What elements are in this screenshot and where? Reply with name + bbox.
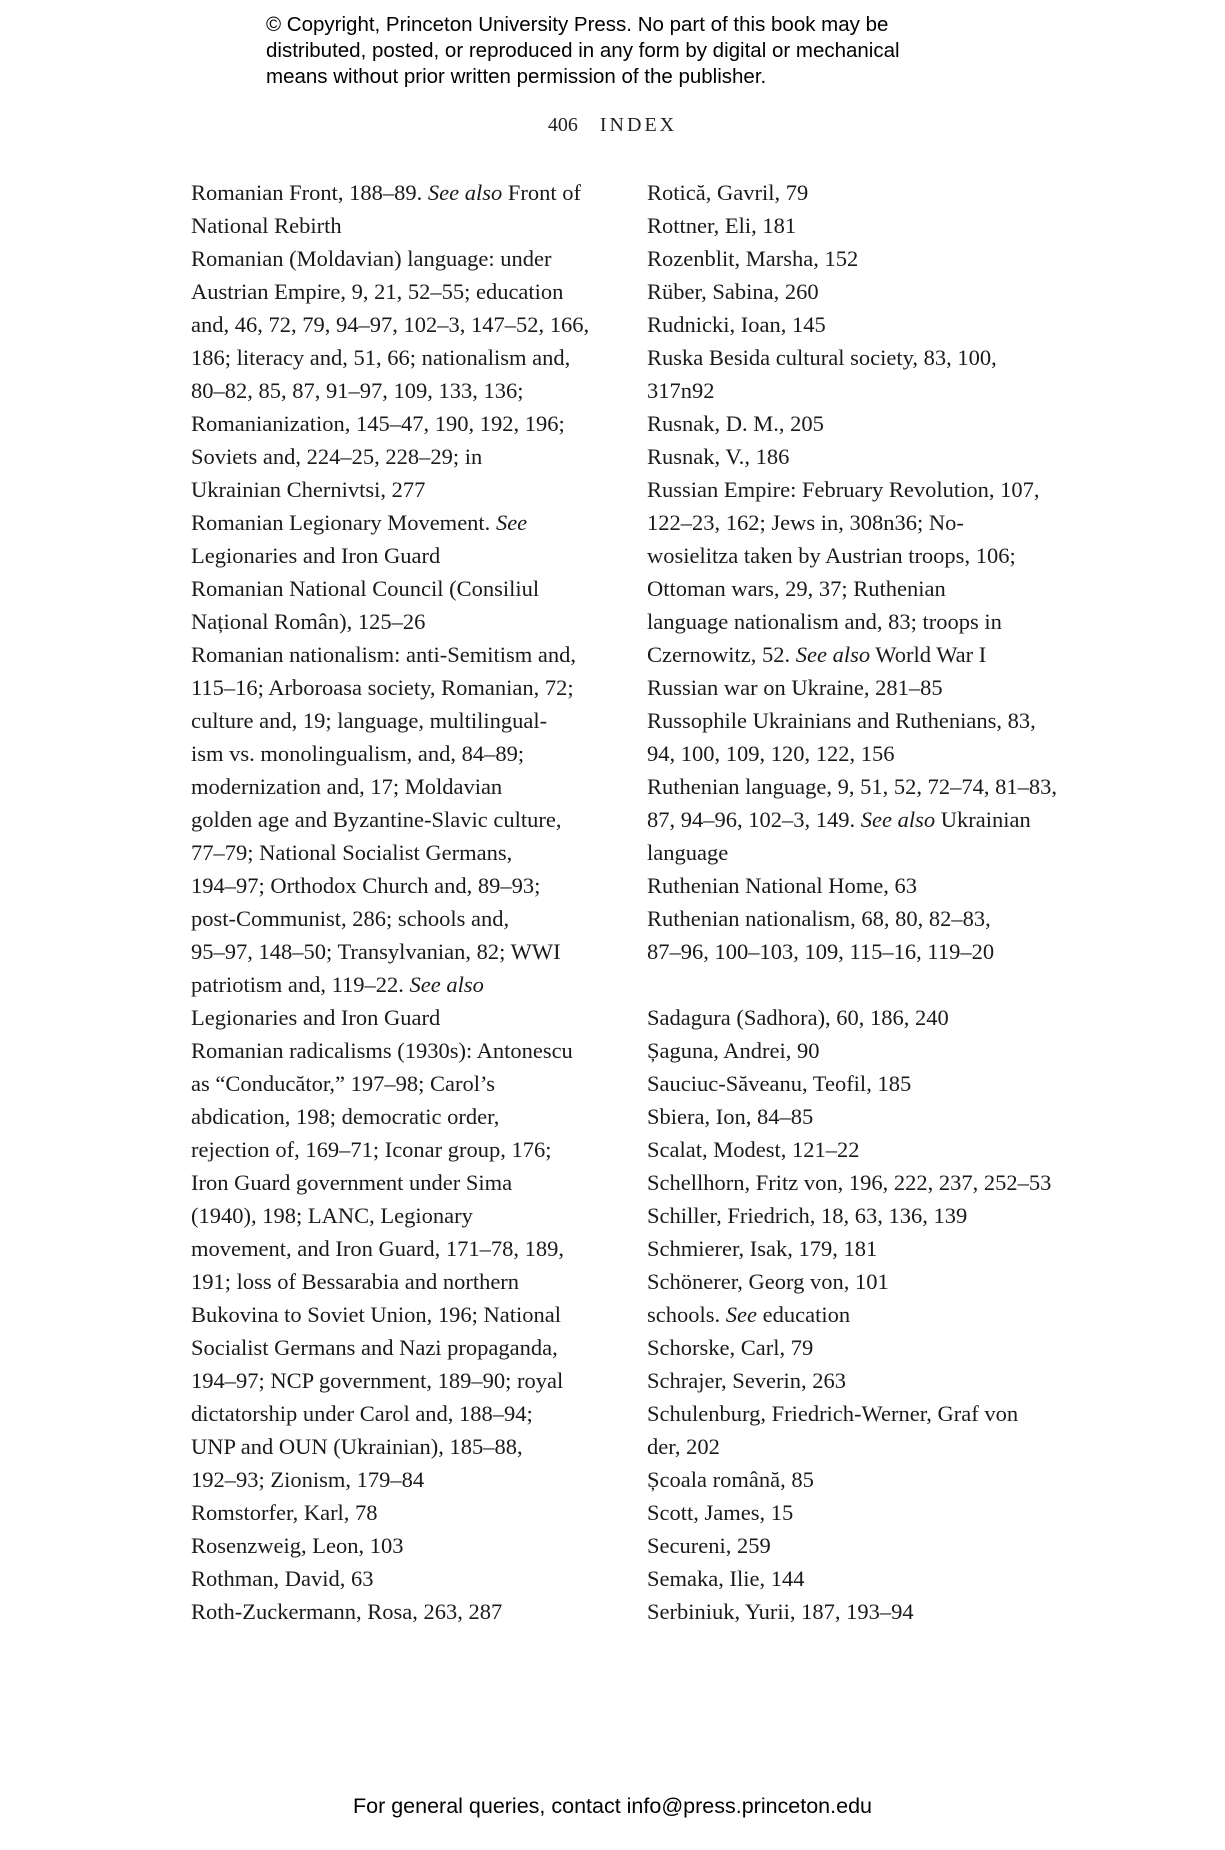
index-entry (647, 1364, 1067, 1397)
index-entry-line: language nationalism and, 83; troops in (647, 609, 1002, 634)
index-entry-line: Șaguna, Andrei, 90 (647, 1038, 820, 1063)
index-entry-line: language (647, 840, 729, 865)
index-entry (191, 242, 601, 506)
index-entry (647, 275, 1067, 308)
index-entry (647, 704, 1067, 770)
index-entry-line: Russophile Ukrainians and Ruthenians, 83, (647, 708, 1036, 733)
index-entry (191, 1562, 601, 1595)
index-entry-line: Secureni, 259 (647, 1533, 771, 1558)
index-entry-line: Ukrainian Chernivtsi, 277 (191, 477, 426, 502)
index-entry-line: Czernowitz, 52. See also World War I (647, 642, 987, 667)
index-entry-line: 192–93; Zionism, 179–84 (191, 1467, 425, 1492)
index-entry-line: Romanianization, 145–47, 190, 192, 196; (191, 411, 565, 436)
index-entry (647, 1529, 1067, 1562)
index-entry (647, 869, 1067, 902)
index-entry-line: 194–97; NCP government, 189–90; royal (191, 1368, 564, 1393)
index-entry (647, 902, 1067, 968)
section-title: INDEX (599, 114, 678, 136)
index-entry (647, 1496, 1067, 1529)
index-entry-line: UNP and OUN (Ukrainian), 185–88, (191, 1434, 523, 1459)
index-entry-line: Național Român), 125–26 (191, 609, 426, 634)
index-entry-line: Rüber, Sabina, 260 (647, 279, 819, 304)
index-entry (647, 671, 1067, 704)
index-entry (647, 242, 1067, 275)
index-entry (647, 1199, 1067, 1232)
index-entry-line: Schmierer, Isak, 179, 181 (647, 1236, 878, 1261)
index-entry-line: 80–82, 85, 87, 91–97, 109, 133, 136; (191, 378, 524, 403)
index-entry-line: Romanian radicalisms (1930s): Antonescu (191, 1038, 573, 1063)
copyright-line: distributed, posted, or reproduced in any form by digital or mechanical (266, 39, 900, 62)
index-entry-line: Sauciuc-Săveanu, Teofil, 185 (647, 1071, 912, 1096)
index-entry (647, 1331, 1067, 1364)
index-entry (191, 506, 601, 572)
index-entry-line: Schorske, Carl, 79 (647, 1335, 814, 1360)
index-entry-line: wosielitza taken by Austrian troops, 106; (647, 543, 1016, 568)
index-entry-line: 115–16; Arboroasa society, Romanian, 72; (191, 675, 574, 700)
index-entry-line: Ruthenian nationalism, 68, 80, 82–83, (647, 906, 991, 931)
index-entry-line: 194–97; Orthodox Church and, 89–93; (191, 873, 541, 898)
index-entry-line: schools. See education (647, 1302, 851, 1327)
index-entry-line: abdication, 198; democratic order, (191, 1104, 500, 1129)
index-entry-line: Rotică, Gavril, 79 (647, 180, 809, 205)
index-entry-line: Legionaries and Iron Guard (191, 543, 441, 568)
index-entry-line: Schellhorn, Fritz von, 196, 222, 237, 252–53 (647, 1170, 1052, 1195)
index-entry-line: 317n92 (647, 378, 715, 403)
index-entry (647, 407, 1067, 440)
index-entry-line: Romanian (Moldavian) language: under (191, 246, 552, 271)
index-entry-line: Semaka, Ilie, 144 (647, 1566, 805, 1591)
index-entry-line: Sbiera, Ion, 84–85 (647, 1104, 814, 1129)
index-entry (647, 770, 1067, 869)
index-entry-line: (1940), 198; LANC, Legionary (191, 1203, 473, 1228)
index-entry-line: Russian war on Ukraine, 281–85 (647, 675, 943, 700)
index-entry-line: Iron Guard government under Sima (191, 1170, 513, 1195)
index-entry-line: Russian Empire: February Revolution, 107, (647, 477, 1040, 502)
index-entry-line: Rothman, David, 63 (191, 1566, 374, 1591)
index-entry-line: 186; literacy and, 51, 66; nationalism and, (191, 345, 571, 370)
index-entry-line: Școala română, 85 (647, 1467, 814, 1492)
index-entry (647, 1298, 1067, 1331)
index-entry-line: rejection of, 169–71; Iconar group, 176; (191, 1137, 552, 1162)
index-entry (647, 1100, 1067, 1133)
index-entry (647, 473, 1067, 671)
index-entry-line: Scott, James, 15 (647, 1500, 794, 1525)
index-entry-line: Schrajer, Severin, 263 (647, 1368, 847, 1393)
index-entry (647, 440, 1067, 473)
index-entry (647, 341, 1067, 407)
index-entry-line: Austrian Empire, 9, 21, 52–55; education (191, 279, 564, 304)
index-entry-line: 191; loss of Bessarabia and northern (191, 1269, 520, 1294)
index-entry-line: Rusnak, V., 186 (647, 444, 790, 469)
index-entry (647, 176, 1067, 209)
index-entry (647, 1133, 1067, 1166)
index-entry-line: patriotism and, 119–22. See also (191, 972, 484, 997)
index-entry (647, 1562, 1067, 1595)
copyright-line: © Copyright, Princeton University Press. No part of this book may be (266, 13, 889, 36)
index-entry (647, 1265, 1067, 1298)
index-entry-line: Sadagura (Sadhora), 60, 186, 240 (647, 1005, 949, 1030)
index-entry-line: Romanian Legionary Movement. See (191, 510, 528, 535)
index-entry-line: 77–79; National Socialist Germans, (191, 840, 513, 865)
index-entry (647, 1463, 1067, 1496)
index-entry (647, 1034, 1067, 1067)
index-entry (647, 1166, 1067, 1199)
index-entry (191, 1529, 601, 1562)
index-entry-line: Schulenburg, Friedrich-Werner, Graf von (647, 1401, 1019, 1426)
index-entry-line: Romstorfer, Karl, 78 (191, 1500, 378, 1525)
index-entry-line: Ruska Besida cultural society, 83, 100, (647, 345, 997, 370)
index-entry (191, 1034, 601, 1496)
index-entry (191, 638, 601, 1034)
index-entry-line: 95–97, 148–50; Transylvanian, 82; WWI (191, 939, 561, 964)
page-number: 406 (547, 114, 578, 136)
index-entry (647, 209, 1067, 242)
index-entry-line: Serbiniuk, Yurii, 187, 193–94 (647, 1599, 914, 1624)
index-entry (647, 1001, 1067, 1034)
index-entry-line: Romanian nationalism: anti-Semitism and, (191, 642, 576, 667)
index-entry-line: Bukovina to Soviet Union, 196; National (191, 1302, 561, 1327)
index-entry-line: 94, 100, 109, 120, 122, 156 (647, 741, 895, 766)
index-entry-line: Legionaries and Iron Guard (191, 1005, 441, 1030)
index-entry-line: Rudnicki, Ioan, 145 (647, 312, 826, 337)
index-entry-line: Socialist Germans and Nazi propaganda, (191, 1335, 558, 1360)
index-entry-line: modernization and, 17; Moldavian (191, 774, 503, 799)
index-entry (647, 308, 1067, 341)
index-entry-line: and, 46, 72, 79, 94–97, 102–3, 147–52, 166, (191, 312, 590, 337)
footer-contact: For general queries, contact info@press.princeton.edu (352, 1794, 872, 1818)
running-head (0, 114, 1225, 137)
copyright-line: means without prior written permission of the publisher. (266, 65, 767, 88)
index-entry-line: Roth-Zuckermann, Rosa, 263, 287 (191, 1599, 503, 1624)
index-entry-line: der, 202 (647, 1434, 720, 1459)
index-entry-line: dictatorship under Carol and, 188–94; (191, 1401, 533, 1426)
index-entry-line: Romanian National Council (Consiliul (191, 576, 540, 601)
index-entry-line: Scalat, Modest, 121–22 (647, 1137, 860, 1162)
index-entry-line: 87, 94–96, 102–3, 149. See also Ukrainian (647, 807, 1031, 832)
index-entry-line: as “Conducător,” 197–98; Carol’s (191, 1071, 496, 1096)
index-entry (191, 176, 601, 242)
index-entry-line: golden age and Byzantine-Slavic culture, (191, 807, 562, 832)
index-entry-line: 87–96, 100–103, 109, 115–16, 119–20 (647, 939, 995, 964)
index-column-left (191, 176, 601, 1628)
index-entry-line: Romanian Front, 188–89. See also Front of (191, 180, 581, 205)
index-entry-line: Soviets and, 224–25, 228–29; in (191, 444, 483, 469)
index-entry-line: ism vs. monolingualism, and, 84–89; (191, 741, 525, 766)
index-entry (191, 1496, 601, 1529)
index-entry-line: National Rebirth (191, 213, 342, 238)
index-entry-line: Rosenzweig, Leon, 103 (191, 1533, 404, 1558)
index-entry (191, 1595, 601, 1628)
index-entry (647, 1595, 1067, 1628)
index-entry-line: movement, and Iron Guard, 171–78, 189, (191, 1236, 565, 1261)
index-entry-line: Rottner, Eli, 181 (647, 213, 797, 238)
index-entry-line: 122–23, 162; Jews in, 308n36; No- (647, 510, 964, 535)
index-entry-line: Ottoman wars, 29, 37; Ruthenian (647, 576, 946, 601)
index-entry (647, 1067, 1067, 1100)
index-column-right (647, 176, 1067, 1628)
index-entry-line: Schiller, Friedrich, 18, 63, 136, 139 (647, 1203, 968, 1228)
index-entry-line: Ruthenian National Home, 63 (647, 873, 917, 898)
index-entry (647, 1397, 1067, 1463)
index-entry-line: post-Communist, 286; schools and, (191, 906, 510, 931)
letter-section-gap (647, 968, 1067, 1001)
index-entry (647, 1232, 1067, 1265)
index-entry-line: culture and, 19; language, multilingual- (191, 708, 548, 733)
index-entry (191, 572, 601, 638)
index-entry-line: Schönerer, Georg von, 101 (647, 1269, 889, 1294)
index-entry-line: Rozenblit, Marsha, 152 (647, 246, 859, 271)
index-entry-line: Rusnak, D. M., 205 (647, 411, 824, 436)
index-entry-line: Ruthenian language, 9, 51, 52, 72–74, 81–83, (647, 774, 1057, 799)
copyright-notice (266, 12, 1026, 90)
